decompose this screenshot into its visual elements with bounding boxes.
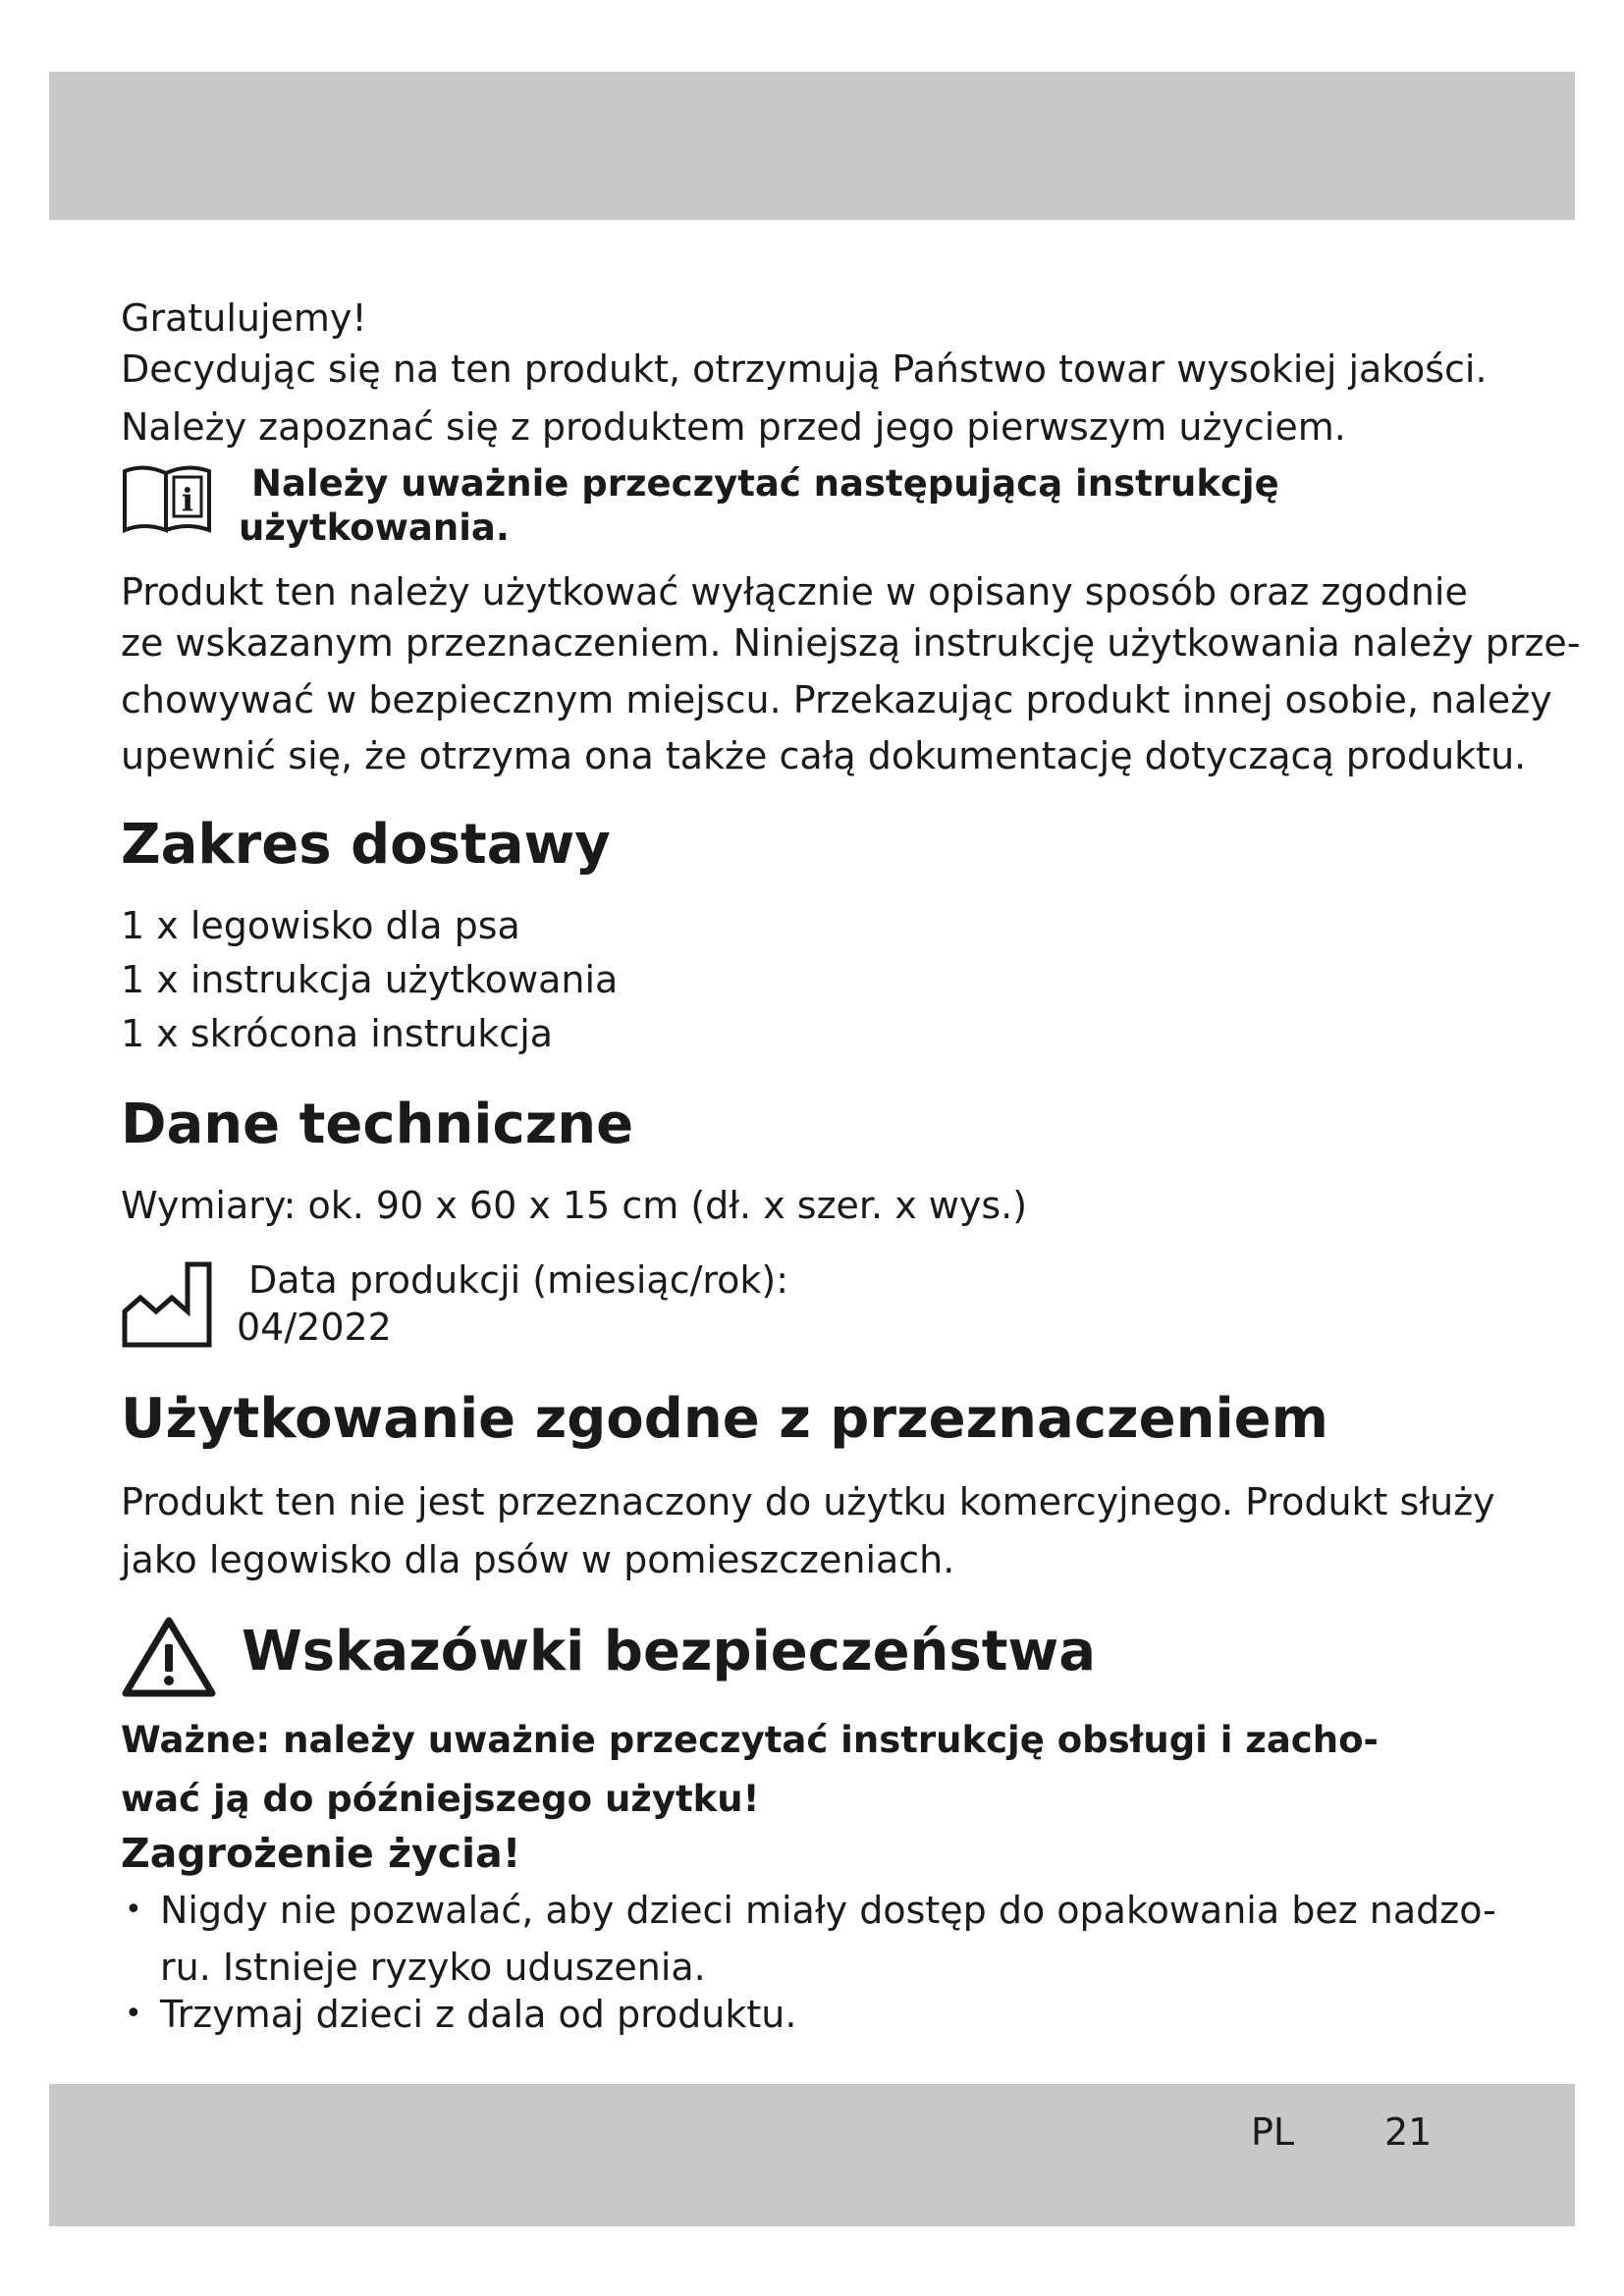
usage-line-3: chowywać w bezpiecznym miejscu. Przekazując produkt innej osobie, należy bbox=[121, 678, 1552, 721]
page-number: 21 bbox=[1384, 2110, 1433, 2154]
intended-line-2: jako legowisko dla psów w pomieszczeniach. bbox=[121, 1538, 955, 1581]
usage-line-4: upewnić się, że otrzyma ona także całą dokumentację dotyczącą produktu. bbox=[121, 734, 1527, 777]
intro-line-1: Decydując się na ten produkt, otrzymują Państwo towar wysokiej jakości. bbox=[121, 347, 1488, 391]
bullet-dot: • bbox=[125, 1997, 142, 2031]
usage-line-1: Produkt ten należy użytkować wyłącznie w opisany sposób oraz zgodnie bbox=[121, 570, 1468, 614]
scope-item: 1 x skrócona instrukcja bbox=[121, 1012, 554, 1055]
svg-text:i: i bbox=[181, 481, 194, 518]
bullet-1-line-1: Nigdy nie pozwalać, aby dzieci miały dostęp do opakowania bez nadzo- bbox=[160, 1889, 1496, 1932]
notice-line-1: Należy uważnie przeczytać następującą instrukcję bbox=[251, 462, 1279, 505]
safety-important-2: wać ją do późniejszego użytku! bbox=[121, 1778, 760, 1820]
tech-heading: Dane techniczne bbox=[121, 1093, 634, 1156]
scope-item: 1 x legowisko dla psa bbox=[121, 904, 520, 947]
usage-line-2: ze wskazanym przeznaczeniem. Niniejszą instrukcję użytkowania należy prze- bbox=[121, 621, 1581, 665]
footer-band bbox=[49, 2084, 1575, 2226]
header-band bbox=[49, 72, 1575, 220]
bullet-dot: • bbox=[125, 1893, 142, 1927]
scope-heading: Zakres dostawy bbox=[121, 813, 611, 877]
bullet-1-line-2: ru. Istnieje ryzyko uduszenia. bbox=[160, 1946, 706, 1989]
scope-item: 1 x instrukcja użytkowania bbox=[121, 958, 619, 1001]
greeting: Gratulujemy! bbox=[121, 296, 367, 340]
intended-heading: Użytkowanie zgodne z przeznaczeniem bbox=[121, 1387, 1328, 1451]
intro-line-2: Należy zapoznać się z produktem przed jego pierwszym użyciem. bbox=[121, 405, 1346, 449]
production-date: 04/2022 bbox=[237, 1306, 392, 1349]
bullet-2: Trzymaj dzieci z dala od produktu. bbox=[160, 1993, 797, 2036]
notice-line-2: użytkowania. bbox=[239, 507, 510, 549]
intended-line-1: Produkt ten nie jest przeznaczony do użytku komercyjnego. Produkt służy bbox=[121, 1480, 1495, 1523]
safety-important-1: Ważne: należy uważnie przeczytać instrukcję obsługi i zacho- bbox=[121, 1719, 1379, 1761]
info-book-icon bbox=[121, 461, 215, 536]
manufacture-date-icon bbox=[121, 1255, 219, 1349]
danger-heading: Zagrożenie życia! bbox=[121, 1830, 521, 1877]
production-label: Data produkcji (miesiąc/rok): bbox=[248, 1258, 789, 1302]
footer-language: PL bbox=[1251, 2110, 1295, 2154]
warning-triangle-icon bbox=[121, 1615, 217, 1699]
tech-dimensions: Wymiary: ok. 90 x 60 x 15 cm (dł. x szer. x wys.) bbox=[121, 1184, 1028, 1227]
safety-heading: Wskazówki bezpieczeństwa bbox=[242, 1620, 1097, 1683]
